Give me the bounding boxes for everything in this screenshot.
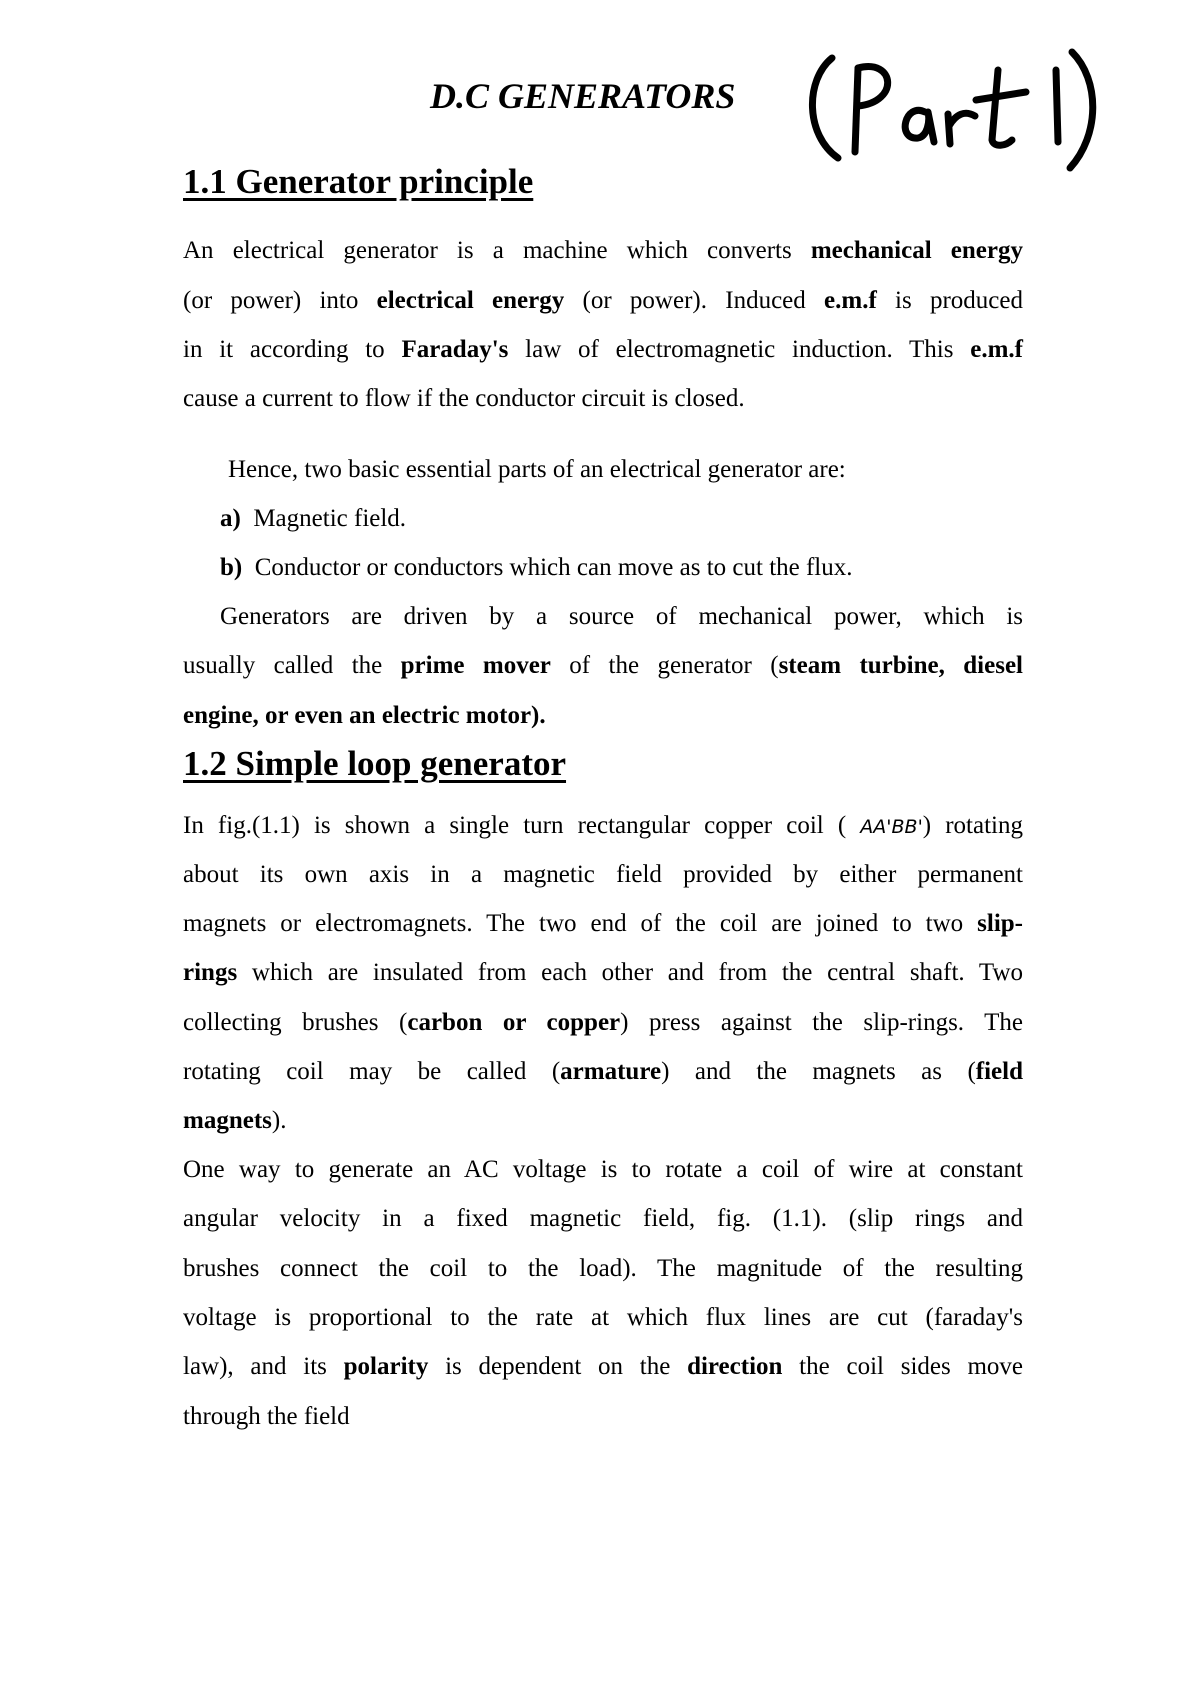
paragraph-line: law), and its polarity is dependent on the direction the coil sides move [183,1353,1024,1380]
paragraph-line: about its own axis in a magnetic field provided by either permanent [183,861,1023,888]
paragraph-line: magnets or electromagnets. The two end of the coil are joined to two slip- [183,910,1023,937]
list-marker: a) [220,505,241,532]
list-marker: b) [220,554,243,581]
paragraph-line: brushes connect the coil to the load). The magnitude of the resulting [183,1255,1023,1282]
paragraph-line: angular velocity in a fixed magnetic field, fig. (1.1). (slip rings and [183,1205,1023,1232]
section-heading-generator-principle: 1.1 Generator principle [183,162,534,201]
handwritten-part-note-drawing [800,40,1100,175]
paragraph-line: One way to generate an AC voltage is to rotate a coil of wire at constant [183,1156,1023,1183]
list-intro: Hence, two basic essential parts of an electrical generator are: [228,456,846,483]
paragraph-line: rotating coil may be called (armature) and the magnets as (field [183,1058,1023,1085]
paragraph-line: in it according to Faraday's law of electromagnetic induction. This e.m.f [183,336,1024,363]
paragraph-line: engine, or even an electric motor). [183,702,546,729]
section-heading-simple-loop-generator: 1.2 Simple loop generator [183,744,567,783]
paragraph-line: collecting brushes (carbon or copper) press against the slip-rings. The [183,1009,1023,1036]
paragraph-line: rings which are insulated from each other and from the central shaft. Two [183,959,1023,986]
paragraph-line: An electrical generator is a machine which converts mechanical energy [183,237,1023,264]
handwritten-part-note [800,40,1100,175]
paragraph-line: through the field [183,1403,350,1430]
paragraph-line: voltage is proportional to the rate at which flux lines are cut (faraday's [183,1304,1023,1331]
paragraph-line: (or power) into electrical energy (or power). Induced e.m.f is produced [183,287,1024,314]
paragraph-line: usually called the prime mover of the generator (steam turbine, diesel [183,652,1023,679]
list-item: b) Conductor or conductors which can move as to cut the flux. [220,554,853,581]
list-item: a) Magnetic field. [220,505,407,532]
document-title: D.C GENERATORS [430,76,736,116]
coil-label-math: AA'BB' [860,816,923,838]
paragraph-line: cause a current to flow if the conductor circuit is closed. [183,385,745,412]
paragraph-line: Generators are driven by a source of mechanical power, which is [220,603,1023,630]
paragraph-line: magnets). [183,1107,287,1134]
paragraph-line: In fig.(1.1) is shown a single turn rectangular copper coil ( AA'BB') rotating [183,812,1023,839]
